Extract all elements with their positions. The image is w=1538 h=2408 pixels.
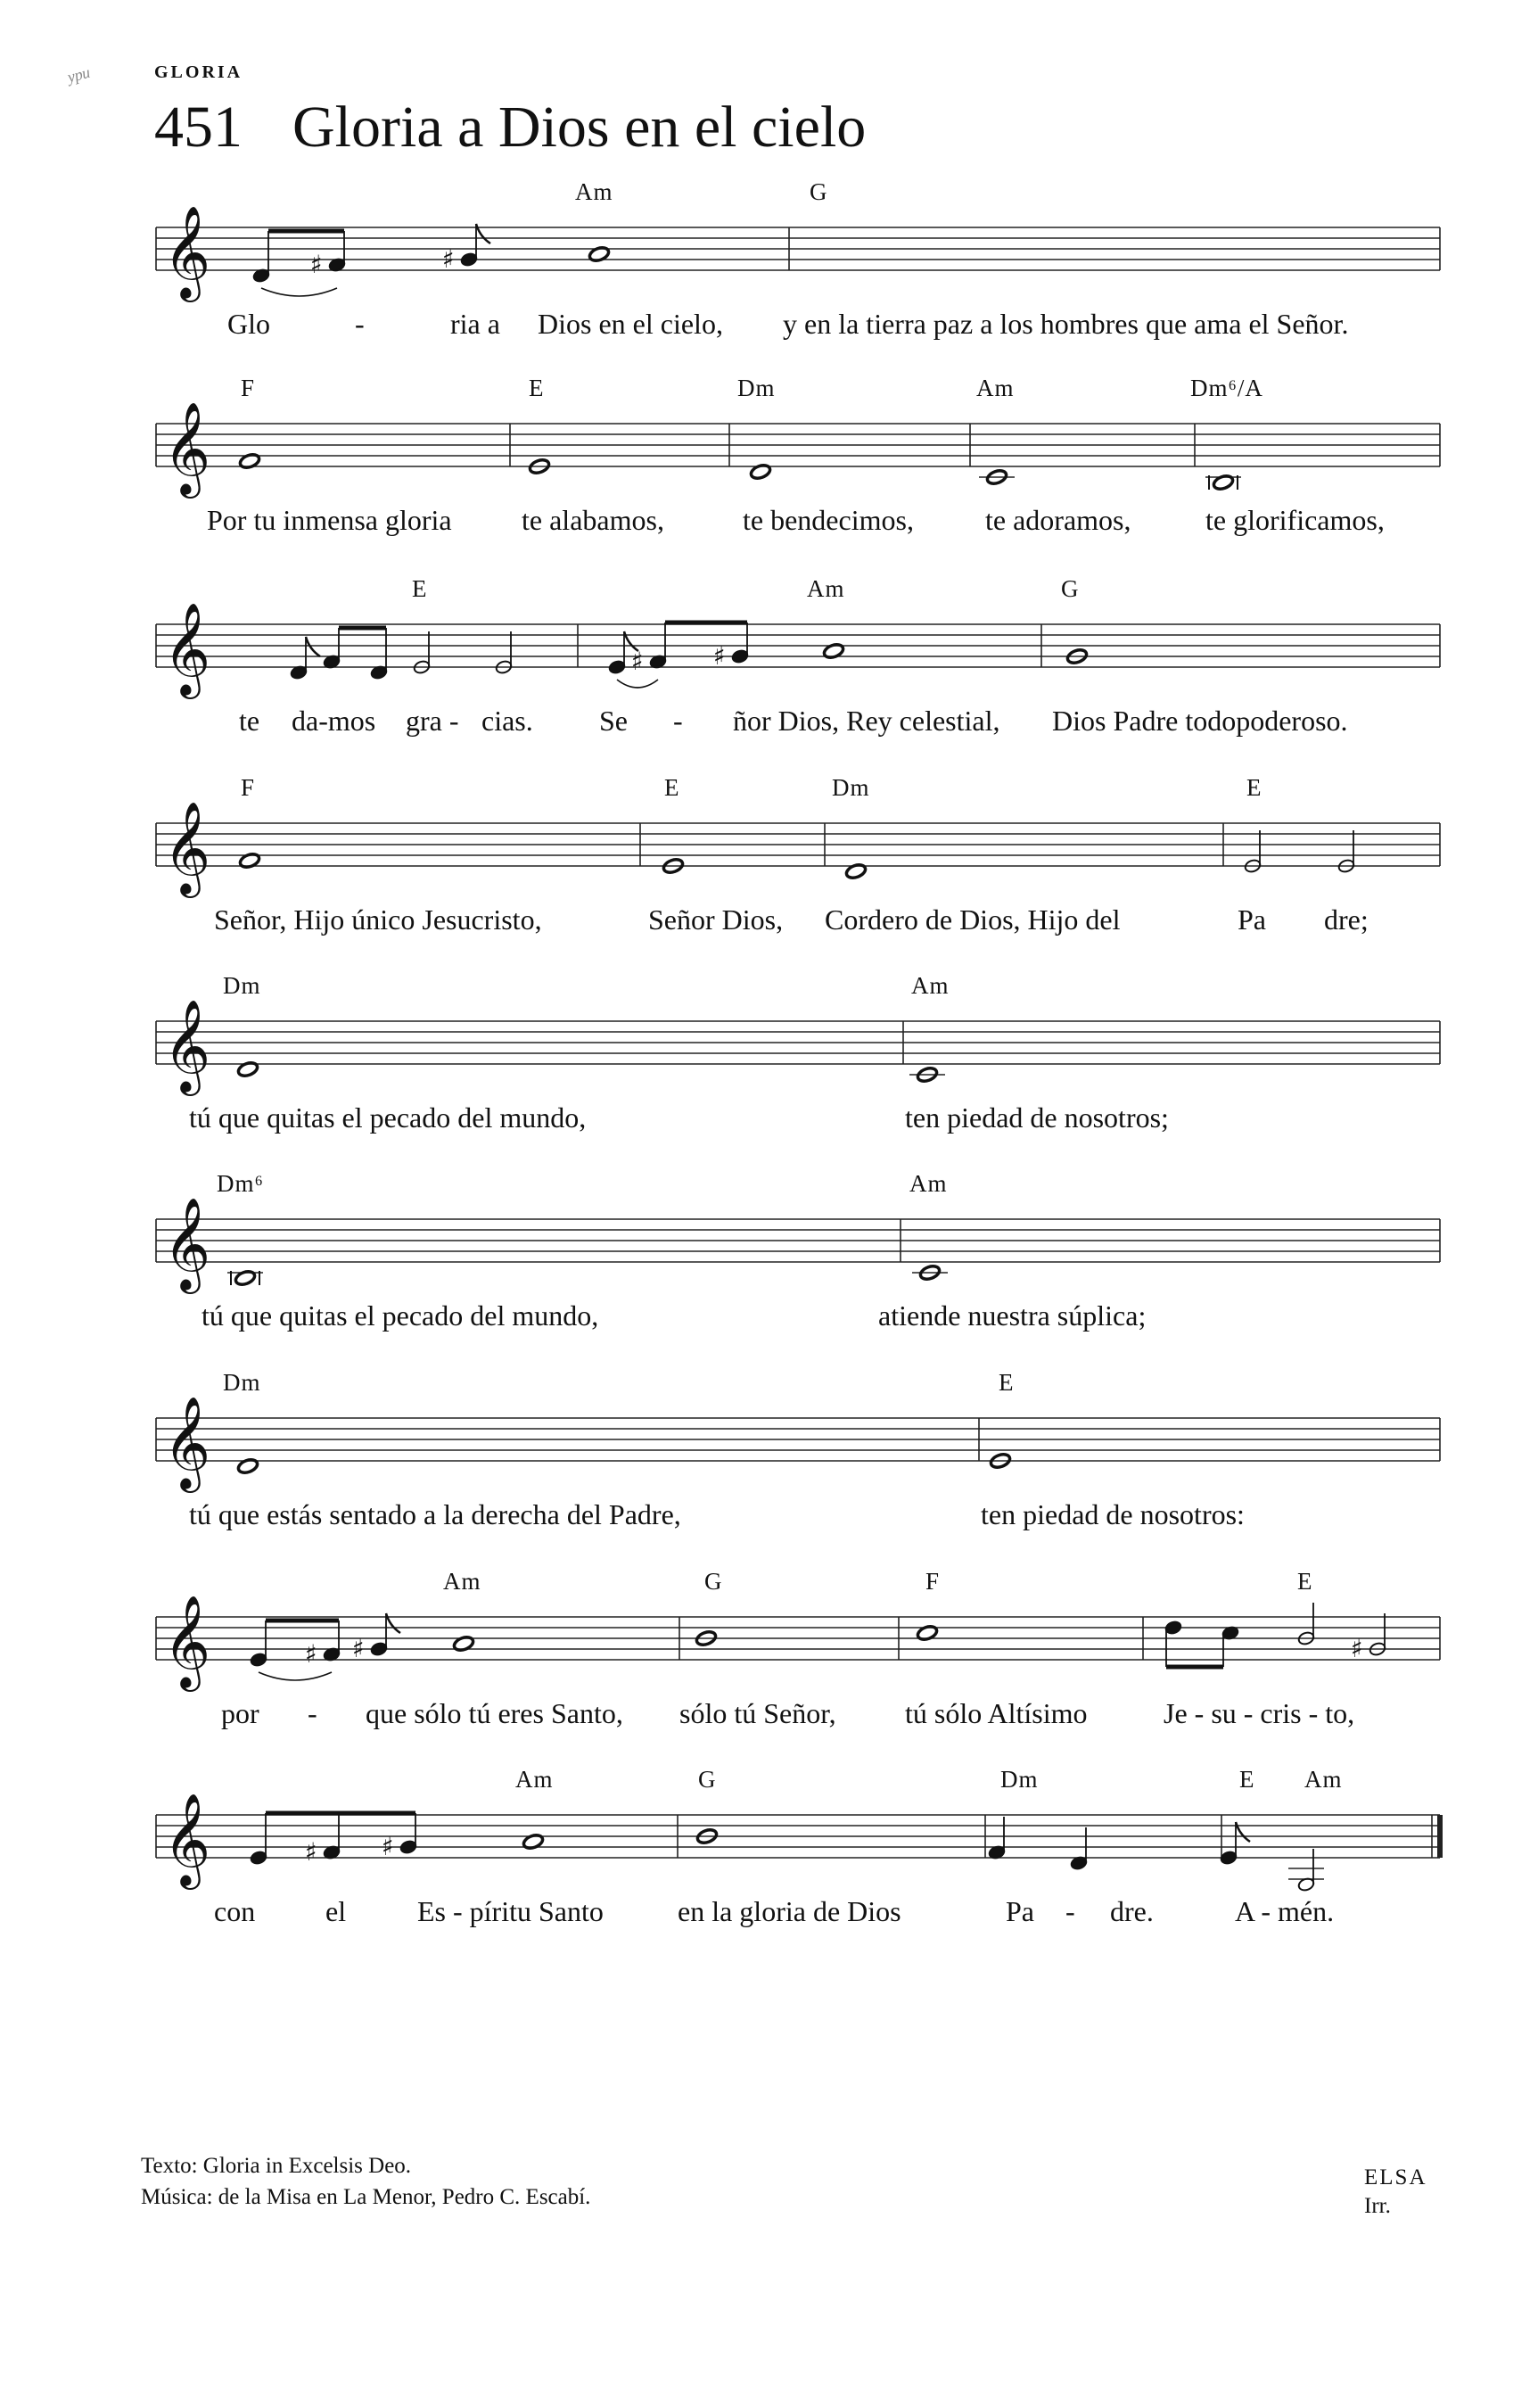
lyric-syllable: ria a	[450, 308, 500, 340]
svg-text:♯: ♯	[382, 1832, 394, 1861]
chord-symbol: F	[241, 774, 256, 801]
chord-symbol: Am	[515, 1766, 554, 1793]
lyric-syllable: ñor Dios, Rey celestial,	[733, 705, 1000, 737]
lyric-syllable: gra -	[406, 705, 459, 737]
lyric-syllable: Je - su - cris - to,	[1164, 1697, 1355, 1729]
chord-symbol: Am	[807, 575, 845, 602]
lyric-syllable: A - mén.	[1235, 1895, 1335, 1927]
lyric-syllable: Es - píritu Santo	[417, 1895, 604, 1927]
lyric-syllable: Pa	[1238, 903, 1266, 936]
lyric-syllable: por	[221, 1697, 259, 1729]
lyric-syllable: con	[214, 1895, 256, 1927]
svg-text:♯: ♯	[713, 641, 726, 671]
treble-clef-icon: 𝄞	[163, 801, 211, 895]
svg-text:♯: ♯	[305, 1639, 317, 1669]
svg-text:♯: ♯	[352, 1634, 365, 1663]
treble-clef-icon: 𝄞	[163, 1197, 211, 1291]
chord-symbol: F	[925, 1568, 941, 1595]
note	[305, 1837, 341, 1867]
lyric-syllable: -	[1065, 1895, 1075, 1927]
lyric-syllable: en la gloria de Dios	[678, 1895, 901, 1927]
lyric-syllable: Dios en el cielo,	[538, 308, 723, 340]
lyric-syllable: te	[239, 705, 260, 737]
chord-symbol: Dm	[737, 375, 776, 401]
chord-symbol: Am	[976, 375, 1015, 401]
lyric-syllable: tú sólo Altísimo	[905, 1697, 1088, 1729]
lyric-syllable: tú que quitas el pecado del mundo,	[202, 1299, 599, 1332]
chord-symbol: E	[1297, 1568, 1313, 1595]
hymn-number: 451	[154, 95, 243, 160]
chord-symbol: Dm	[832, 774, 870, 801]
treble-clef-icon: 𝄞	[163, 1595, 211, 1688]
lyric-syllable: Se	[599, 705, 628, 737]
lyric-syllable: Glo	[227, 308, 270, 340]
text-credit: Texto: Gloria in Excelsis Deo.	[141, 2154, 412, 2178]
lyric-syllable: tú que estás sentado a la derecha del Padre,	[189, 1498, 681, 1530]
hymn-title: Gloria a Dios en el cielo	[292, 95, 867, 160]
note	[1288, 1868, 1324, 1893]
chord-symbol: E	[1239, 1766, 1255, 1793]
chord-symbol: Dm⁶/A	[1190, 375, 1263, 401]
lyric-syllable: te alabamos,	[522, 504, 664, 536]
treble-clef-icon: 𝄞	[163, 1793, 211, 1886]
lyric-syllable: que sólo tú eres Santo,	[366, 1697, 623, 1729]
chord-symbol: Dm	[1000, 1766, 1039, 1793]
note	[522, 1833, 544, 1851]
lyric-syllable: Dios Padre todopoderoso.	[1052, 705, 1348, 737]
treble-clef-icon: 𝄞	[163, 205, 211, 299]
lyric-syllable: cias.	[481, 705, 533, 737]
lyric-syllable: atiende nuestra súplica;	[878, 1299, 1147, 1332]
lyric-syllable: y en la tierra paz a los hombres que ama el Señor.	[783, 308, 1349, 340]
treble-clef-icon: 𝄞	[163, 1396, 211, 1489]
svg-text:♯: ♯	[305, 1837, 317, 1867]
lyric-syllable: dre.	[1110, 1895, 1154, 1927]
chord-symbol: G	[810, 178, 828, 205]
section-label: GLORIA	[154, 62, 243, 82]
chord-symbol: F	[241, 375, 256, 401]
chord-symbol: E	[999, 1369, 1015, 1396]
lyric-syllable: ten piedad de nosotros;	[905, 1101, 1169, 1134]
chord-symbol: G	[704, 1568, 723, 1595]
lyric-syllable: el	[325, 1895, 347, 1927]
lyric-syllable: da-mos	[292, 705, 376, 737]
lyric-syllable: ten piedad de nosotros:	[981, 1498, 1245, 1530]
meter: Irr.	[1364, 2194, 1391, 2218]
chord-symbol: Dm	[223, 1369, 261, 1396]
treble-clef-icon: 𝄞	[163, 999, 211, 1093]
lyric-syllable: tú que quitas el pecado del mundo,	[189, 1101, 587, 1134]
chord-symbol: Am	[909, 1170, 948, 1197]
chord-symbol: Am	[1304, 1766, 1343, 1793]
chord-symbol: G	[698, 1766, 717, 1793]
chord-symbol: Am	[911, 972, 950, 999]
chord-symbol: G	[1061, 575, 1080, 602]
lyric-syllable: Por tu inmensa gloria	[207, 504, 452, 536]
lyric-syllable: te bendecimos,	[743, 504, 914, 536]
chord-symbol: Dm	[223, 972, 261, 999]
lyric-syllable: te adoramos,	[985, 504, 1131, 536]
chord-symbol: Dm⁶	[217, 1170, 264, 1197]
lyric-syllable: -	[355, 308, 365, 340]
chord-symbol: E	[664, 774, 680, 801]
lyric-syllable: -	[308, 1697, 317, 1729]
note	[1220, 1850, 1238, 1865]
chord-symbol: E	[412, 575, 428, 602]
lyric-syllable: dre;	[1324, 903, 1369, 936]
lyric-syllable: Señor Dios,	[648, 903, 784, 936]
treble-clef-icon: 𝄞	[163, 401, 211, 495]
lyric-syllable: sólo tú Señor,	[679, 1697, 836, 1729]
svg-text:♯: ♯	[442, 244, 455, 274]
svg-text:♯: ♯	[1351, 1634, 1363, 1663]
music-credit: Música: de la Misa en La Menor, Pedro C. Escabí.	[141, 2185, 591, 2209]
chord-symbol: Am	[575, 178, 613, 205]
chord-symbol: Am	[443, 1568, 481, 1595]
note	[250, 1850, 267, 1865]
svg-text:♯: ♯	[631, 647, 644, 676]
handwritten-margin-mark: ʸᵖᵘ	[64, 62, 94, 96]
lyric-syllable: Cordero de Dios, Hijo del	[825, 903, 1121, 936]
chord-symbol: E	[529, 375, 545, 401]
chord-symbol: E	[1246, 774, 1262, 801]
lyric-syllable: Pa	[1006, 1895, 1034, 1927]
svg-text:♯: ♯	[310, 250, 323, 279]
lyric-syllable: -	[673, 705, 683, 737]
lyric-syllable: te glorificamos,	[1205, 504, 1385, 536]
tune-name: ELSA	[1364, 2165, 1427, 2189]
lyric-syllable: Señor, Hijo único Jesucristo,	[214, 903, 542, 936]
treble-clef-icon: 𝄞	[163, 602, 211, 696]
